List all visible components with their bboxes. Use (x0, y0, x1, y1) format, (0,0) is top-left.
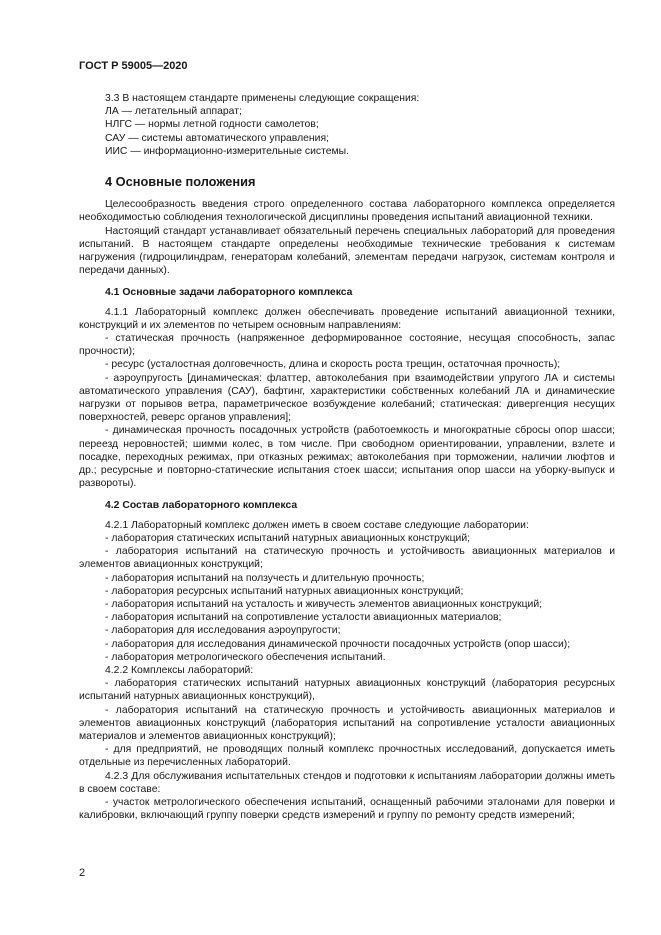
standard-header: ГОСТ Р 59005—2020 (79, 60, 188, 72)
list-item: - лаборатория испытаний на ползучесть и длительную прочность; (105, 572, 425, 584)
section-4-heading: 4 Основные положения (105, 174, 256, 190)
list-item: - лаборатория для исследования динамической прочности посадочных устройств (опор шасси); (105, 638, 571, 650)
paragraph: 4.2.2 Комплексы лабораторий: (105, 664, 254, 676)
list-item: - аэроупругость [динамическая: флаттер, автоколебания при взаимодействии упругого ЛА и системы автоматического управления (САУ), бафтинг, характеристики собственных колебаний ЛА и динамические нагрузки от порывов ветра, параметрическое возбуждение колебаний; статическая: дивергенция несущих поверхностей, реверс органов управления]; (79, 372, 615, 424)
abbreviation-item: НЛГС — нормы летной годности самолетов; (105, 119, 319, 131)
paragraph: Целесообразность введения строго определенного состава лабораторного комплекса определяется необходимостью соблюдения технологической дисциплины проведения испытаний авиационной техники. (79, 199, 615, 224)
page-number: 2 (79, 867, 86, 879)
list-item: - лаборатория статических испытаний натурных авиационных конструкций; (105, 532, 471, 544)
abbreviations-block (105, 92, 615, 158)
subsection-4-1-heading: 4.1 Основные задачи лабораторного комплекса (105, 287, 353, 299)
paragraph: 4.2.3 Для обслуживания испытательных стендов и подготовки к испытаниям лаборатории должны иметь в своем составе: (79, 770, 615, 795)
paragraph: Настоящий стандарт устанавливает обязательный перечень специальных лабораторий для проведения испытаний. В настоящем стандарте определены необходимые технические требования к системам нагружения (гидроцилиндрам, генераторам колебаний, элементам передачи нагрузок, системам контроля и передачи данных). (79, 225, 615, 277)
list-item: - для предприятий, не проводящих полный комплекс прочностных исследований, допускается иметь отдельные из перечисленных лабораторий. (79, 744, 615, 769)
list-item: - лаборатория испытаний на сопротивление усталости авиационных материалов; (105, 612, 502, 624)
list-item: - лаборатория ресурсных испытаний натурных авиационных конструкций; (105, 585, 464, 597)
list-item: - лаборатория для исследования аэроупругости; (105, 625, 341, 637)
list-item: - ресурс (усталостная долговечность, длина и скорость роста трещин, остаточная прочность); (105, 359, 561, 371)
list-item: - лаборатория испытаний на статическую прочность и устойчивость авиационных материалов и элементов авиационных конструкций; (79, 546, 615, 571)
abbreviations-intro: 3.3 В настоящем стандарте применены следующие сокращения: (105, 93, 420, 104)
list-item: - участок метрологического обеспечения испытаний, оснащенный рабочими эталонами для поверки и калибровки, включающий группу поверки средств измерений и группу по ремонту средств измерений; (79, 796, 615, 822)
abbreviation-item: ИИС — информационно-измерительные системы. (105, 145, 350, 157)
list-item: - лаборатория статических испытаний натурных авиационных конструкций (лаборатория ресурсных испытаний натурных авиационных конструкций), (79, 678, 615, 703)
abbreviation-item: САУ — системы автоматического управления; (105, 132, 329, 144)
list-item: - динамическая прочность посадочных устройств (работоемкость и многократные сбросы опор шасси; переезд неровностей; шимми колес, в том числе. При свободном ориентировании, управлении, взлете и посадке, переходных режимах, при отказных режимах; автоколебания при торможении, наличии люфтов и др.; ресурсные и повторно-статические испытания стоек шасси; испытания опор шасси на уборку-выпуск и развороты). (79, 425, 615, 490)
list-item: - лаборатория метрологического обеспечения испытаний. (105, 651, 386, 663)
list-item: - лаборатория испытаний на статическую прочность и устойчивость авиационных материалов и элементов авиационных конструкций (лаборатория испытаний на сопротивление усталости авиационных материалов и элементов авиационных конструкций); (79, 704, 615, 742)
paragraph: 4.1.1 Лабораторный комплекс должен обеспечивать проведение испытаний авиационной техники, конструкций и их элементов по четырем основным направлениям: (79, 306, 615, 331)
list-item: - статическая прочность (напряженное деформированное состояние, несущая способность, запас прочности); (79, 333, 615, 358)
abbreviation-item: ЛА — летательный аппарат; (105, 106, 242, 118)
document-body (79, 92, 615, 822)
subsection-4-2-heading: 4.2 Состав лабораторного комплекса (105, 500, 298, 512)
paragraph: 4.2.1 Лабораторный комплекс должен иметь в своем составе следующие лаборатории: (105, 519, 529, 531)
list-item: - лаборатория испытаний на усталость и живучесть элементов авиационных конструкций; (105, 598, 543, 610)
